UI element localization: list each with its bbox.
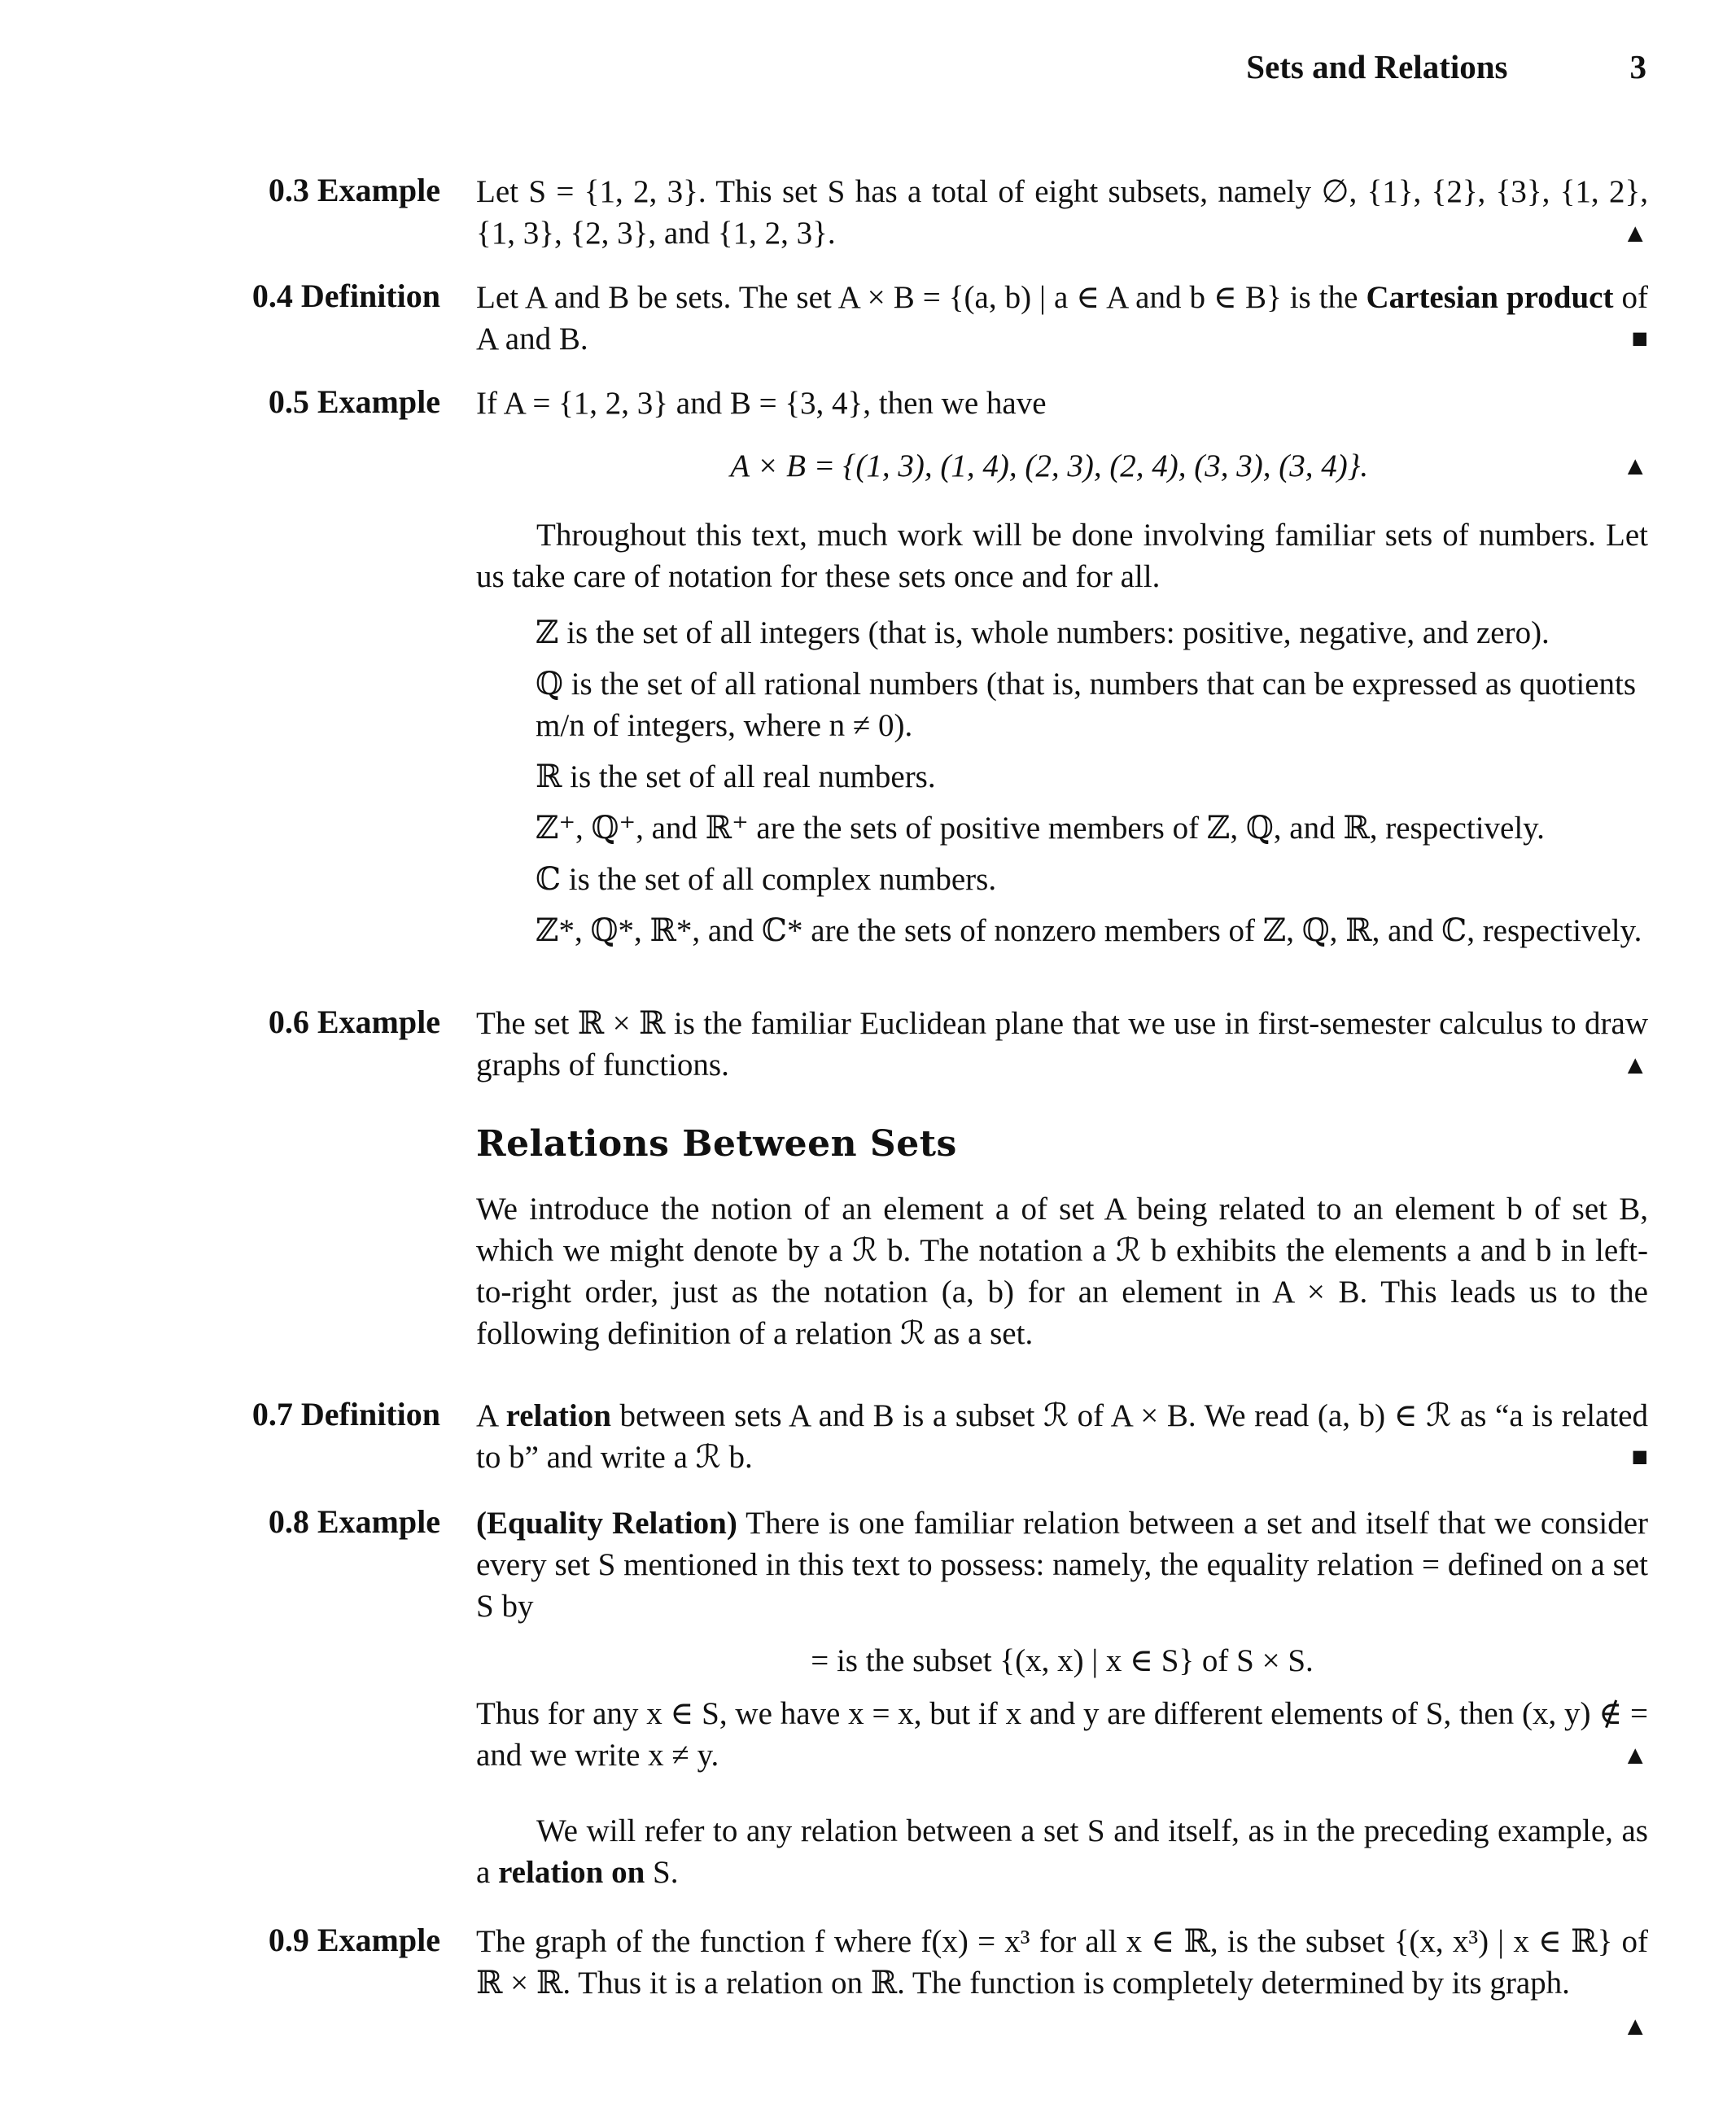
- example-text: The graph of the function f where f(x) = x³ for all x ∈ ℝ, is the subset {(x, x³) | x ∈ ℝ} of ℝ × ℝ. Thus it is a relation on ℝ. The function is completely determined by its graph.: [476, 1924, 1648, 2001]
- section-heading: Relations Between Sets: [476, 1123, 957, 1165]
- display-equation: A × B = {(1, 3), (1, 4), (2, 3), (2, 4), (3, 3), (3, 4)}.: [730, 448, 1369, 483]
- defined-term: Cartesian product: [1366, 280, 1614, 315]
- section-intro: We introduce the notion of an element a of set A being related to an element b of set B, which we might denote by a ℛ b. The notation a ℛ b exhibits the elements a and b in left-to-right order, just as the notation (a, b) for an element in A × B. This leads us to the following definition of a relation ℛ as a set.: [476, 1192, 1648, 1351]
- end-triangle-icon: ▲: [1622, 1740, 1648, 1769]
- example-text-2: Thus for any x ∈ S, we have x = x, but if x and y are different elements of S, then (x, y) ∉ = and we write x ≠ y.: [476, 1696, 1648, 1773]
- notation-complex: ℂ is the set of all complex numbers.: [536, 862, 997, 897]
- end-triangle-icon: ▲: [1622, 218, 1648, 247]
- running-head: [1246, 47, 1646, 86]
- notation-positive: ℤ⁺, ℚ⁺, and ℝ⁺ are the sets of positive members of ℤ, ℚ, and ℝ, respectively.: [536, 811, 1545, 846]
- definition-label: 0.4 Definition: [251, 278, 440, 314]
- chapter-title: Sets and Relations: [1246, 48, 1508, 85]
- definition-text: A: [476, 1398, 506, 1433]
- example-text: Let S = {1, 2, 3}. This set S has a total of eight subsets, namely ∅, {1}, {2}, {3}, {1, 2}, {1, 3}, {2, 3}, and {1, 2, 3}.: [476, 174, 1648, 251]
- notation-integers: ℤ is the set of all integers (that is, whole numbers: positive, negative, and zero).: [536, 615, 1550, 650]
- example-title: (Equality Relation): [476, 1506, 737, 1541]
- relation-on-paragraph: [476, 1810, 1648, 1893]
- end-triangle-icon: ▲: [1622, 1050, 1648, 1079]
- example-body: [476, 383, 1648, 487]
- example-label: 0.9 Example: [268, 1922, 440, 1958]
- example-text: If A = {1, 2, 3} and B = {3, 4}, then we have: [476, 386, 1047, 421]
- example-label: 0.3 Example: [268, 172, 440, 208]
- definition-text-end: of A and B.: [476, 280, 1648, 356]
- example-text: The set ℝ × ℝ is the familiar Euclidean plane that we use in first-semester calculus to draw graphs of functions.: [476, 1006, 1648, 1082]
- end-triangle-icon: ▲: [1622, 451, 1648, 480]
- definition-body: [476, 1395, 1648, 1478]
- example-body: [476, 1502, 1648, 1776]
- example-body: [476, 1003, 1648, 1086]
- display-equation: = is the subset {(x, x) | x ∈ S} of S × S.: [811, 1643, 1314, 1678]
- notation-intro: Throughout this text, much work will be done involving familiar sets of numbers. Let us take care of notation for these sets once and for all.: [476, 518, 1648, 594]
- relation-on-text-end: S.: [645, 1855, 679, 1890]
- definition-body: [476, 277, 1648, 360]
- relation-on-text: We will refer to any relation between a set S and itself, as in the preceding example, as a: [476, 1813, 1648, 1890]
- notation-list: [536, 612, 1649, 961]
- end-square-icon: ■: [1631, 1442, 1648, 1472]
- notation-rationals: ℚ is the set of all rational numbers (that is, numbers that can be expressed as quotients m/n of integers, where n ≠ 0).: [536, 667, 1637, 743]
- example-text: There is one familiar relation between a set and itself that we consider every set S mentioned in this text to possess: namely, the equality relation = defined on a set S by: [476, 1506, 1648, 1624]
- example-label: 0.8 Example: [268, 1503, 440, 1540]
- definition-text-end: between sets A and B is a subset ℛ of A × B. We read (a, b) ∈ ℛ as “a is related to b” and write a ℛ b.: [476, 1398, 1648, 1475]
- defined-term: relation on: [498, 1855, 645, 1890]
- example-label: 0.5 Example: [268, 383, 440, 420]
- example-body: [476, 1921, 1648, 2047]
- defined-term: relation: [505, 1398, 611, 1433]
- notation-nonzero: ℤ*, ℚ*, ℝ*, and ℂ* are the sets of nonzero members of ℤ, ℚ, ℝ, and ℂ, respectively.: [536, 913, 1642, 948]
- definition-label: 0.7 Definition: [251, 1396, 440, 1432]
- example-label: 0.6 Example: [268, 1004, 440, 1040]
- example-body: [476, 171, 1648, 254]
- end-square-icon: ■: [1631, 324, 1648, 354]
- page-number: 3: [1629, 48, 1646, 85]
- definition-text: Let A and B be sets. The set A × B = {(a, b) | a ∈ A and b ∈ B} is the: [476, 280, 1366, 315]
- end-triangle-icon: ▲: [1622, 2011, 1648, 2040]
- notation-reals: ℝ is the set of all real numbers.: [536, 759, 936, 794]
